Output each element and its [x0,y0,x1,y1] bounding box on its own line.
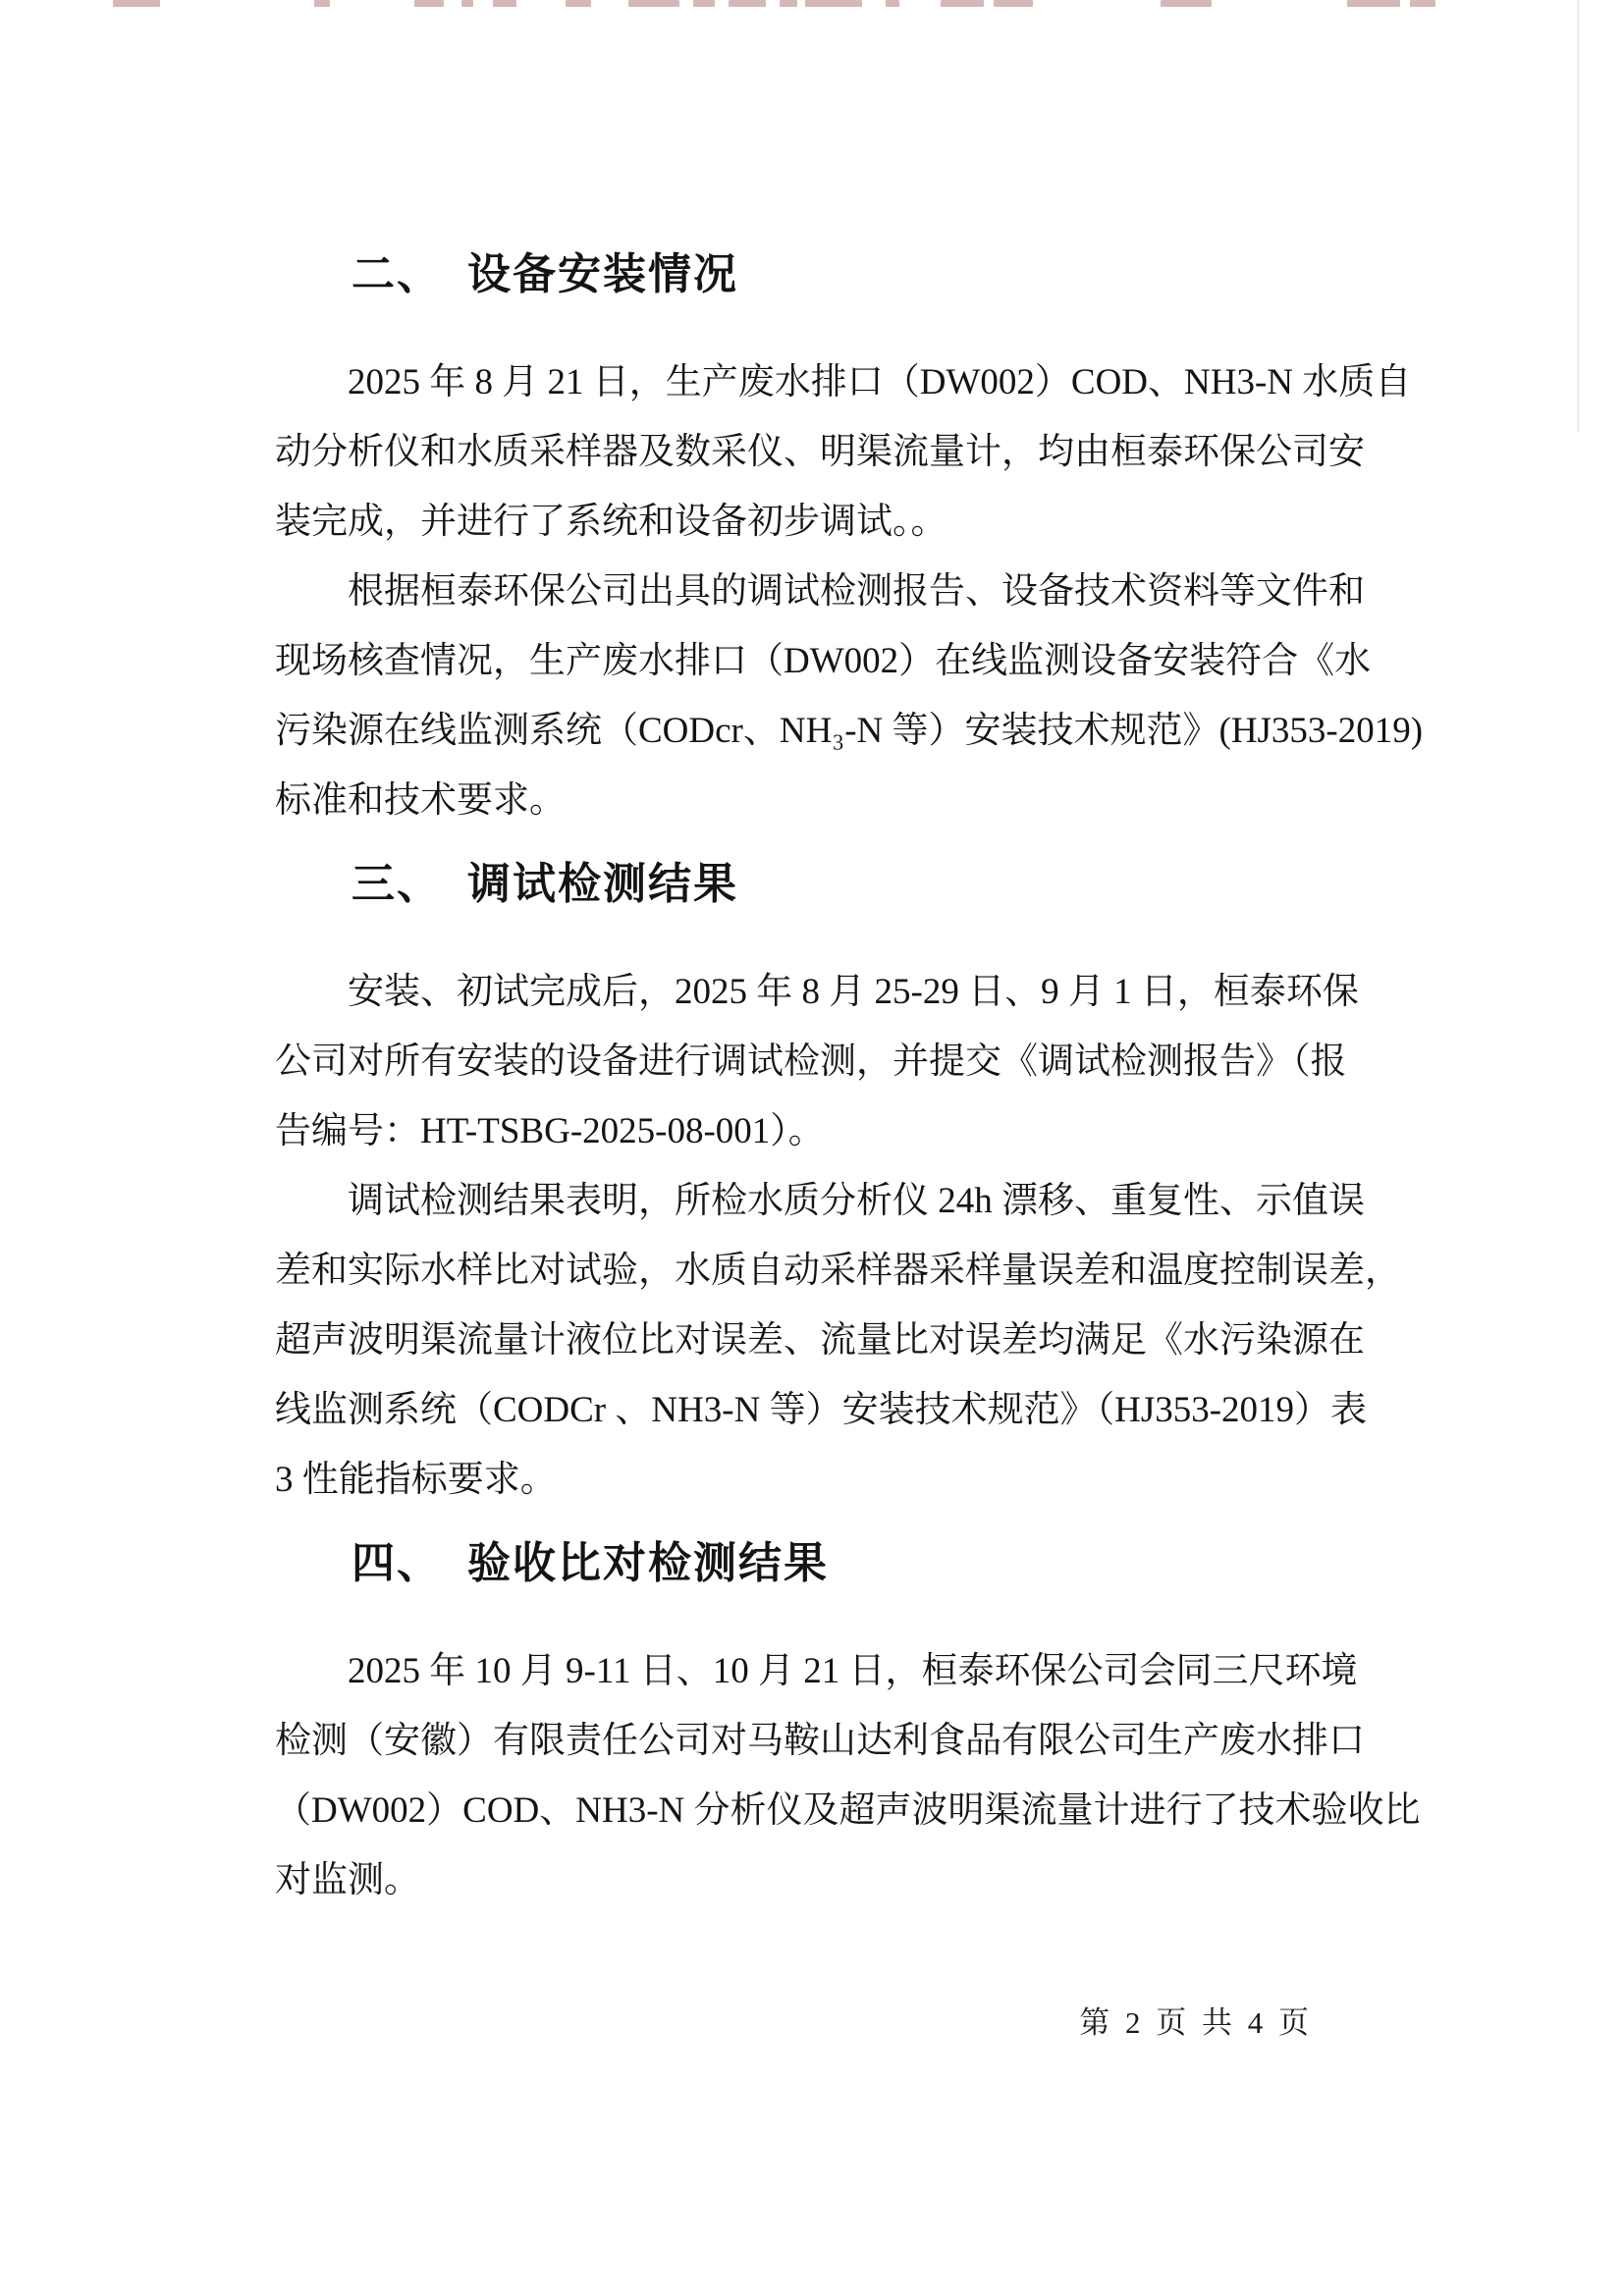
text-line: 告编号：HT-TSBG-2025-08-001）。 [275,1111,825,1151]
paragraph [275,557,1424,835]
text-line: 安装、初试完成后，2025 年 8 月 25-29 日、9 月 1 日，桓泰环保 [348,972,1359,1012]
heading-title: 调试检测结果 [467,860,738,908]
text-line: 装完成，并进行了系统和设备初步调试。。 [275,502,947,542]
text-line: 现场核查情况，生产废水排口（DW002）在线监测设备安装符合《水 [275,641,1372,681]
text-line: 线监测系统（CODCr 、NH3-N 等）安装技术规范》（HJ353-2019）表 [275,1390,1368,1430]
page-number: 第 2 页 共 4 页 [1079,2005,1313,2040]
text-line: 检测（安徽）有限责任公司对马鞍山达利食品有限公司生产废水排口 [275,1721,1365,1761]
text-line: （DW002）COD、NH3-N 分析仪及超声波明渠流量计进行了技术验收比 [275,1790,1421,1831]
text-line: 根据桓泰环保公司出具的调试检测报告、设备技术资料等文件和 [348,571,1365,612]
text-line: 动分析仪和水质采样器及数采仪、明渠流量计，均由桓泰环保公司安 [275,432,1365,472]
text-line: 标准和技术要求。 [275,780,566,821]
document-section [275,240,1424,835]
paragraph [275,957,1359,1166]
heading-title: 设备安装情况 [467,250,738,298]
document-body [275,228,1424,1929]
scan-artifact-strip [0,0,1623,10]
paragraph [275,1636,1421,1915]
section-heading [352,240,1341,310]
text-line: 2025 年 8 月 21 日，生产废水排口（DW002）COD、NH3-N 水质自 [348,362,1412,402]
heading-title: 验收比对检测结果 [467,1539,829,1587]
heading-number: 三、 [352,860,442,908]
text-line: 2025 年 10 月 9-11 日、10 月 21 日，桓泰环保公司会同三尺环境 [348,1651,1358,1691]
section-heading [352,849,1341,920]
document-section [275,1528,1421,1915]
scan-edge-line [1577,0,1580,432]
text-line: 调试检测结果表明，所检水质分析仪 24h 漂移、重复性、示值误 [348,1181,1365,1221]
text-line: 公司对所有安装的设备进行调试检测，并提交《调试检测报告》（报 [275,1041,1347,1082]
text-line: 对监测。 [275,1860,420,1900]
text-line: 超声波明渠流量计液位比对误差、流量比对误差均满足《水污染源在 [275,1320,1365,1361]
heading-number: 二、 [352,250,442,298]
heading-number: 四、 [352,1539,442,1587]
text-line: 差和实际水样比对试验，水质自动采样器采样量误差和温度控制误差， [275,1251,1401,1291]
page-footer [1079,1999,1313,2048]
document-section [275,849,1401,1515]
text-line: 3 性能指标要求。 [275,1460,557,1500]
paragraph [275,347,1412,557]
paragraph [275,1166,1401,1515]
text-line: 污染源在线监测系统（CODcr、NH₃-N 等）安装技术规范》(HJ353-2019) [275,711,1424,751]
section-heading [352,1528,1341,1599]
